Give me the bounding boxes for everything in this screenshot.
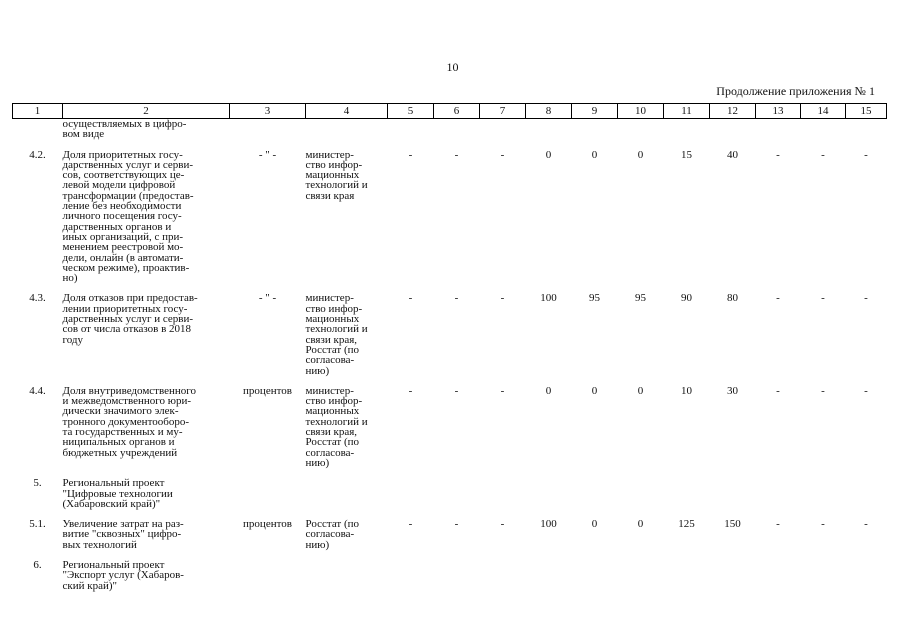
value-cell xyxy=(846,560,887,591)
value-cell xyxy=(801,560,846,591)
value-cell: - xyxy=(821,148,825,161)
value-cell xyxy=(526,560,572,591)
value-cell: 0 xyxy=(637,384,644,397)
indicator-name: Региональный проект "Экспорт услуг (Хабаров- ский край)" xyxy=(62,558,184,592)
value-cell xyxy=(664,478,710,509)
value-cell: 125 xyxy=(678,518,695,531)
value-cell: 0 xyxy=(591,384,598,397)
value-cell: 80 xyxy=(727,292,738,305)
value-cell: 95 xyxy=(635,292,646,305)
value-cell: 15 xyxy=(681,148,692,161)
table-row xyxy=(13,519,887,550)
column-number: 12 xyxy=(710,104,756,119)
table-row xyxy=(13,386,887,468)
page-number: 10 xyxy=(446,60,459,74)
value-cell xyxy=(526,478,572,509)
value-cell: - xyxy=(408,292,413,305)
table-row xyxy=(13,293,887,375)
value-cell: 100 xyxy=(540,292,557,305)
indicator-name: Доля отказов при предостав- лении приоритетных госу- дарственных услуг и серви- сов от числа отказов в 2018 году xyxy=(62,292,198,346)
value-cell: 0 xyxy=(591,518,598,531)
row-number: 4.2. xyxy=(29,148,46,161)
column-number: 5 xyxy=(388,104,434,119)
value-cell xyxy=(710,560,756,591)
indicator-name: Доля приоритетных госу- дарственных услуг и серви- сов, соответствующих це- левой модели цифровой трансформации (предостав- ление без необходимости личного посещения госу- дарственных органов и иных организаций, с при- менением реестровой мо- дели, онлайн (в автомати- ческом режиме), проактив- но) xyxy=(62,148,194,285)
value-cell: - xyxy=(408,384,413,397)
value-cell xyxy=(618,560,664,591)
data-source: Росстат (по согласова- нию) xyxy=(305,518,360,551)
value-cell: - xyxy=(864,384,868,397)
column-number: 3 xyxy=(230,104,306,119)
value-cell: 0 xyxy=(591,148,598,161)
column-number: 9 xyxy=(572,104,618,119)
table-row xyxy=(13,150,887,284)
row-number: 6. xyxy=(33,558,42,571)
value-cell: - xyxy=(776,518,780,531)
data-source xyxy=(306,478,388,509)
column-number-header-row xyxy=(13,104,887,119)
value-cell: - xyxy=(864,292,868,305)
table-row xyxy=(13,560,887,591)
value-cell: - xyxy=(500,518,505,531)
column-number: 13 xyxy=(756,104,801,119)
column-number: 4 xyxy=(306,104,388,119)
value-cell: 150 xyxy=(724,518,741,531)
value-cell: - xyxy=(454,384,459,397)
column-number: 10 xyxy=(618,104,664,119)
value-cell: 100 xyxy=(540,518,557,531)
carryover-row xyxy=(13,119,887,140)
value-cell: 0 xyxy=(545,148,552,161)
value-cell: - xyxy=(408,518,413,531)
value-cell xyxy=(710,478,756,509)
value-cell xyxy=(572,478,618,509)
appendix-table xyxy=(12,103,887,591)
value-cell: - xyxy=(776,384,780,397)
continuation-label: Продолжение приложения № 1 xyxy=(716,84,875,98)
value-cell: - xyxy=(454,292,459,305)
value-cell xyxy=(480,560,526,591)
table-rows xyxy=(13,140,887,591)
value-cell: - xyxy=(821,292,825,305)
value-cell: - xyxy=(454,518,459,531)
value-cell xyxy=(388,560,434,591)
column-number: 11 xyxy=(664,104,710,119)
value-cell xyxy=(756,478,801,509)
value-cell xyxy=(618,478,664,509)
row-number: 4.4. xyxy=(29,384,46,397)
data-source: министер- ство инфор- мационных технологий и связи края, Росстат (по согласова- нию) xyxy=(305,384,368,469)
unit-of-measure: процентов xyxy=(243,384,292,397)
value-cell: - xyxy=(821,384,825,397)
value-cell: 0 xyxy=(637,518,644,531)
value-cell: 30 xyxy=(727,384,738,397)
value-cell xyxy=(572,560,618,591)
unit-of-measure: процентов xyxy=(243,518,292,531)
value-cell xyxy=(480,478,526,509)
value-cell xyxy=(801,478,846,509)
value-cell: 95 xyxy=(589,292,600,305)
value-cell xyxy=(846,478,887,509)
column-number: 2 xyxy=(63,104,230,119)
value-cell: - xyxy=(408,148,413,161)
indicator-name: Увеличение затрат на раз- витие "сквозных" цифро- вых технологий xyxy=(62,518,184,551)
value-cell: - xyxy=(776,292,780,305)
value-cell: 40 xyxy=(727,148,738,161)
value-cell: 0 xyxy=(545,384,552,397)
value-cell: - xyxy=(864,148,868,161)
value-cell: 90 xyxy=(681,292,692,305)
row-number: 4.3. xyxy=(29,292,46,305)
value-cell: - xyxy=(776,148,780,161)
value-cell: - xyxy=(500,292,505,305)
column-number: 15 xyxy=(846,104,887,119)
value-cell: - xyxy=(864,518,868,531)
unit-of-measure: - " - xyxy=(258,292,277,305)
row-number: 5.1. xyxy=(29,518,46,531)
value-cell: - xyxy=(500,148,505,161)
value-cell: 10 xyxy=(681,384,692,397)
value-cell xyxy=(664,560,710,591)
column-number: 8 xyxy=(526,104,572,119)
value-cell xyxy=(434,560,480,591)
column-number: 14 xyxy=(801,104,846,119)
column-number: 7 xyxy=(480,104,526,119)
value-cell xyxy=(434,478,480,509)
column-number: 1 xyxy=(13,104,63,119)
unit-of-measure: - " - xyxy=(258,148,277,161)
data-source: министер- ство инфор- мационных технологий и связи края, Росстат (по согласова- нию) xyxy=(305,292,368,377)
data-source: министер- ство инфор- мационных технологий и связи края xyxy=(305,148,368,202)
unit-of-measure xyxy=(230,478,306,509)
data-source xyxy=(306,560,388,591)
value-cell xyxy=(756,560,801,591)
column-number: 6 xyxy=(434,104,480,119)
value-cell: 0 xyxy=(637,148,644,161)
unit-of-measure xyxy=(230,560,306,591)
row-number: 5. xyxy=(33,477,42,490)
carryover-text: осуществляемых в цифро- вом виде xyxy=(62,118,187,141)
value-cell: - xyxy=(821,518,825,531)
indicator-name: Доля внутриведомственного и межведомственного юри- дически значимого элек- тронного документооборо- та государственных и му- ниципальных органов и бюджетных учреждений xyxy=(62,384,196,459)
indicator-name: Региональный проект "Цифровые технологии (Хабаровский край)" xyxy=(62,477,173,510)
value-cell: - xyxy=(454,148,459,161)
value-cell: - xyxy=(500,384,505,397)
table-row xyxy=(13,478,887,509)
value-cell xyxy=(388,478,434,509)
